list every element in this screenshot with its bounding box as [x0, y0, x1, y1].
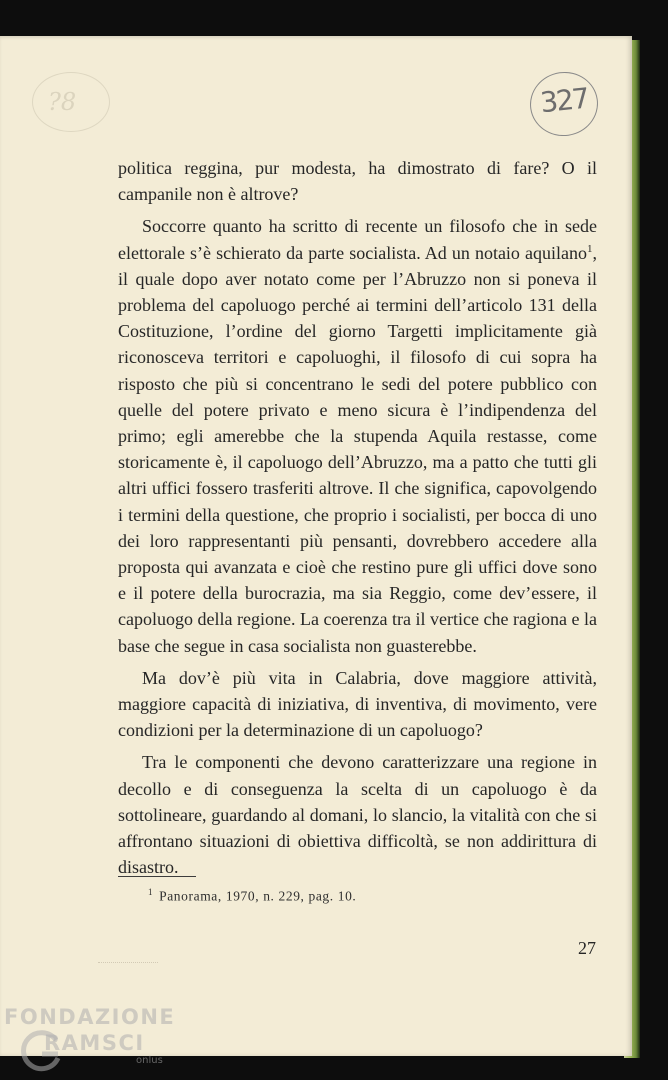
paragraph-2-start: Soccorre quanto ha scritto di recente un filosofo che in sede elettorale s’è schierato da parte socialista. Ad un notaio aquilano — [118, 216, 597, 263]
footnote-reference: 1 — [587, 242, 593, 255]
watermark-line-2: RAMSCI — [44, 1031, 145, 1055]
faint-pencil-line — [98, 962, 158, 963]
footnote — [148, 887, 356, 905]
paragraph-2-rest: , il quale dopo aver notato come per l’Abruzzo non si poneva il problema del capoluogo perché ai termini dell’articolo 131 della Costituzione, l’ordine del giorno Targetti implicitamente già riconosceva territori e capoluoghi, il filosofo di cui sopra ha risposto che più si concentrano le sedi del potere pubblico con quelle del potere privato e meno sicura è l’indipendenza del primo; egli amerebbe che la stupenda Aquila restasse, come storicamente è, il capoluogo dell’Abruzzo, ma a patto che tutti gli altri uffici fossero trasferiti altrove. Il che significa, capovolgendo i termini della questione, che proprio i socialisti, per bocca di uno dei loro rappresentanti più pensanti, dovrebbero accedere alla proposta qui avanzata e cioè che restino pure gli uffici dove sono e il potere della burocrazia, ma sia Reggio, come dev’essere, il capoluogo della regione. La coerenza tra il vertice che ragiona e la base che segue in casa socialista non guasterebbe. — [118, 242, 597, 656]
body-text — [118, 155, 597, 886]
paragraph-1: politica reggina, pur modesta, ha dimostrato di fare? O il campanile non è altrove? — [118, 158, 597, 205]
page-number: 27 — [578, 938, 596, 958]
footnote-separator — [118, 876, 196, 877]
watermark-suffix: onlus — [136, 1055, 163, 1066]
paragraph-4: Tra le componenti che devono caratterizzare una regione in decollo e di conseguenza la scelta di un capoluogo è da sottolineare, guardando al domani, lo slancio, la vitalità con che si affrontano situazioni di obiettiva difficoltà, se non addirittura di disastro. — [118, 752, 597, 878]
archive-stamp-number: 327 — [538, 81, 590, 120]
footnote-text: Panorama, 1970, n. 229, pag. 10. — [159, 888, 357, 904]
paragraph-3: Ma dov’è più vita in Calabria, dove maggiore attività, maggiore capacità di iniziativa, di inventiva, di movimento, vere condizioni per la determinazione di un capoluogo? — [118, 667, 597, 741]
watermark-line-1: FONDAZIONE — [4, 1005, 176, 1029]
faded-stamp-text: ?8 — [48, 88, 77, 116]
paragraph-2 — [118, 213, 597, 658]
footnote-mark: 1 — [148, 887, 154, 897]
